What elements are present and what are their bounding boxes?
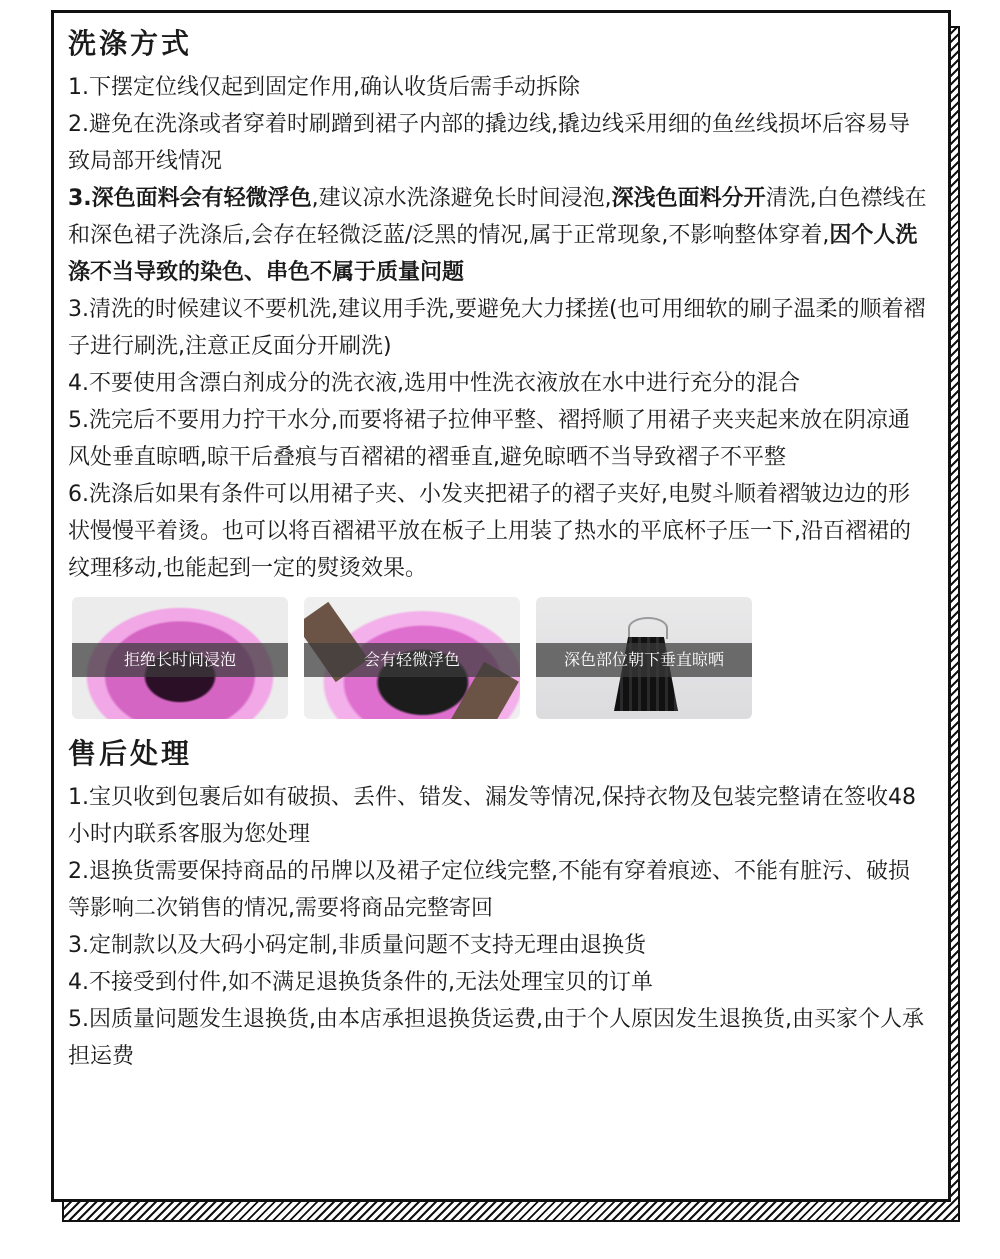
washing-item-4: 4.不要使用含漂白剂成分的洗衣液,选用中性洗衣液放在水中进行充分的混合 bbox=[68, 371, 800, 396]
washing-title: 洗涤方式 bbox=[68, 27, 193, 60]
photo-caption: 深色部位朝下垂直晾晒 bbox=[536, 643, 752, 677]
aftersales-title: 售后处理 bbox=[68, 737, 193, 770]
photo-caption: 会有轻微浮色 bbox=[304, 643, 520, 677]
aftersales-item-4: 4.不接受到付件,如不满足退换货条件的,无法处理宝贝的订单 bbox=[68, 970, 653, 995]
photo-strip bbox=[72, 597, 948, 719]
aftersales-item-2: 2.退换货需要保持商品的吊牌以及裙子定位线完整,不能有穿着痕迹、不能有脏污、破损等影响二次销售的情况,需要将商品完整寄回 bbox=[68, 859, 910, 921]
washing-item-2: 2.避免在洗涤或者穿着时刷蹭到裙子内部的撬边线,撬边线采用细的鱼丝线损坏后容易导致局部开线情况 bbox=[68, 112, 910, 174]
photo-caption: 拒绝长时间浸泡 bbox=[72, 643, 288, 677]
aftersales-item-1: 1.宝贝收到包裹后如有破损、丢件、错发、漏发等情况,保持衣物及包装完整请在签收48小时内联系客服为您处理 bbox=[68, 785, 916, 847]
soaking-photo bbox=[72, 597, 288, 719]
body-text: 清洗,白色襟线在和深色裙子洗涤后,会存在轻微泛蓝/泛黑的情况,属于正常现象,不影响整体穿着, bbox=[68, 186, 927, 248]
emphasis-text: 3.深色面料会有轻微浮色 bbox=[68, 186, 312, 211]
washing-item-6: 6.洗涤后如果有条件可以用裙子夹、小发夹把裙子的褶子夹好,电熨斗顺着褶皱边边的形状慢慢平着烫。也可以将百褶裙平放在板子上用装了热水的平底杯子压一下,沿百褶裙的纹理移动,也能起到一定的熨烫效果。 bbox=[68, 482, 911, 581]
info-card bbox=[51, 10, 951, 1202]
hanger-shape bbox=[628, 617, 668, 639]
aftersales-item-3: 3.定制款以及大码小码定制,非质量问题不支持无理由退换货 bbox=[68, 933, 646, 958]
washing-item-3 bbox=[68, 180, 928, 291]
washing-item-5: 5.洗完后不要用力拧干水分,而要将裙子拉伸平整、褶捋顺了用裙子夹夹起来放在阴凉通风处垂直晾晒,晾干后叠痕与百褶裙的褶垂直,避免晾晒不当导致褶子不平整 bbox=[68, 408, 910, 470]
washing-hands-photo bbox=[304, 597, 520, 719]
aftersales-item-5: 5.因质量问题发生退换货,由本店承担退换货运费,由于个人原因发生退换货,由买家个人承担运费 bbox=[68, 1007, 924, 1069]
washing-item-1: 1.下摆定位线仅起到固定作用,确认收货后需手动拆除 bbox=[68, 75, 580, 100]
hanging-skirt-photo bbox=[536, 597, 752, 719]
body-text: ,建议凉水洗涤避免长时间浸泡, bbox=[311, 186, 612, 211]
washing-item-3b: 3.清洗的时候建议不要机洗,建议用手洗,要避免大力揉搓(也可用细软的刷子温柔的顺着褶子进行刷洗,注意正反面分开刷洗) bbox=[68, 297, 926, 359]
emphasis-text: 因个人洗涤不当导致的染色、串色不属于质量问题 bbox=[68, 223, 918, 285]
emphasis-text: 深浅色面料分开 bbox=[611, 186, 766, 211]
